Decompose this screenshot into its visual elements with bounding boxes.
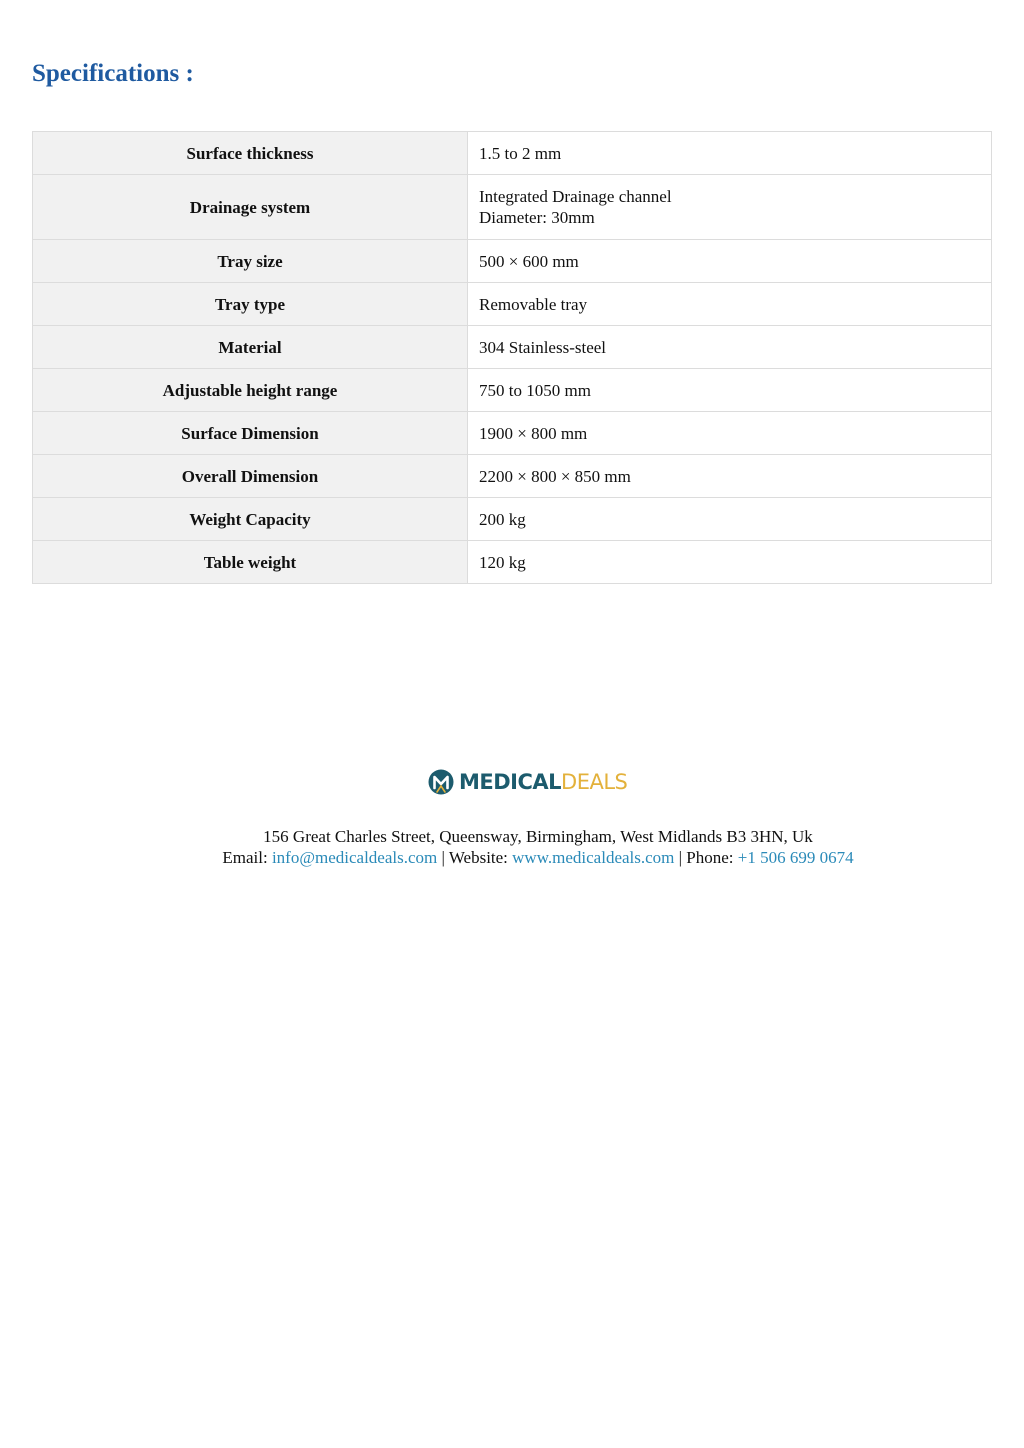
spec-label: Surface thickness (33, 132, 468, 175)
spec-label: Tray type (33, 283, 468, 326)
table-row (33, 541, 992, 584)
spec-value (468, 240, 992, 283)
spec-value-line: Integrated Drainage channel (479, 187, 672, 206)
table-row (33, 326, 992, 369)
spec-value (468, 498, 992, 541)
spec-value-line: Removable tray (479, 294, 588, 314)
website-label: | Website: (441, 848, 508, 867)
spec-value (468, 326, 992, 369)
table-row (33, 175, 992, 240)
spec-label: Overall Dimension (33, 455, 468, 498)
specifications-table (32, 131, 992, 584)
phone-link[interactable]: +1 506 699 0674 (737, 848, 854, 867)
spec-label: Table weight (33, 541, 468, 584)
spec-value-line: 750 to 1050 mm (479, 380, 591, 400)
logo-wordmark (459, 769, 627, 795)
spec-value-line: 200 kg (479, 509, 526, 529)
spec-label: Drainage system (33, 175, 468, 240)
table-row (33, 455, 992, 498)
logo-word-medical: MEDICAL (459, 770, 562, 794)
spec-value-line: 304 Stainless-steel (479, 337, 607, 357)
spec-value (468, 541, 992, 584)
footer-contact-line (0, 847, 1024, 868)
table-row (33, 412, 992, 455)
spec-value-line: 1900 × 800 mm (479, 423, 588, 443)
page-title: Specifications : (32, 60, 194, 87)
spec-value-line: 500 × 600 mm (479, 251, 579, 271)
spec-value-line: Diameter: 30mm (479, 208, 595, 227)
spec-value (468, 132, 992, 175)
spec-label: Adjustable height range (33, 369, 468, 412)
logo-word-deals: DEALS (561, 770, 628, 794)
spec-value-line: 120 kg (479, 552, 526, 572)
email-label: Email: (222, 848, 268, 867)
table-row (33, 498, 992, 541)
email-link[interactable]: info@medicaldeals.com (271, 848, 438, 867)
phone-label: | Phone: (678, 848, 734, 867)
spec-value (468, 369, 992, 412)
table-row (33, 132, 992, 175)
footer-address: 156 Great Charles Street, Queensway, Birmingham, West Midlands B3 3HN, Uk (263, 827, 813, 846)
spec-value (468, 412, 992, 455)
spec-value (468, 283, 992, 326)
website-link[interactable]: www.medicaldeals.com (512, 848, 675, 867)
table-row (33, 240, 992, 283)
medical-deals-m-icon (428, 769, 454, 795)
medical-deals-logo (428, 766, 628, 798)
spec-value (468, 175, 992, 240)
spec-value-line: 2200 × 800 × 850 mm (479, 466, 631, 486)
table-row (33, 283, 992, 326)
spec-label: Material (33, 326, 468, 369)
table-row (33, 369, 992, 412)
spec-label: Surface Dimension (33, 412, 468, 455)
footer-contact (0, 826, 1024, 868)
spec-value-line: 1.5 to 2 mm (479, 143, 562, 163)
spec-value (468, 455, 992, 498)
spec-label: Tray size (33, 240, 468, 283)
spec-label: Weight Capacity (33, 498, 468, 541)
